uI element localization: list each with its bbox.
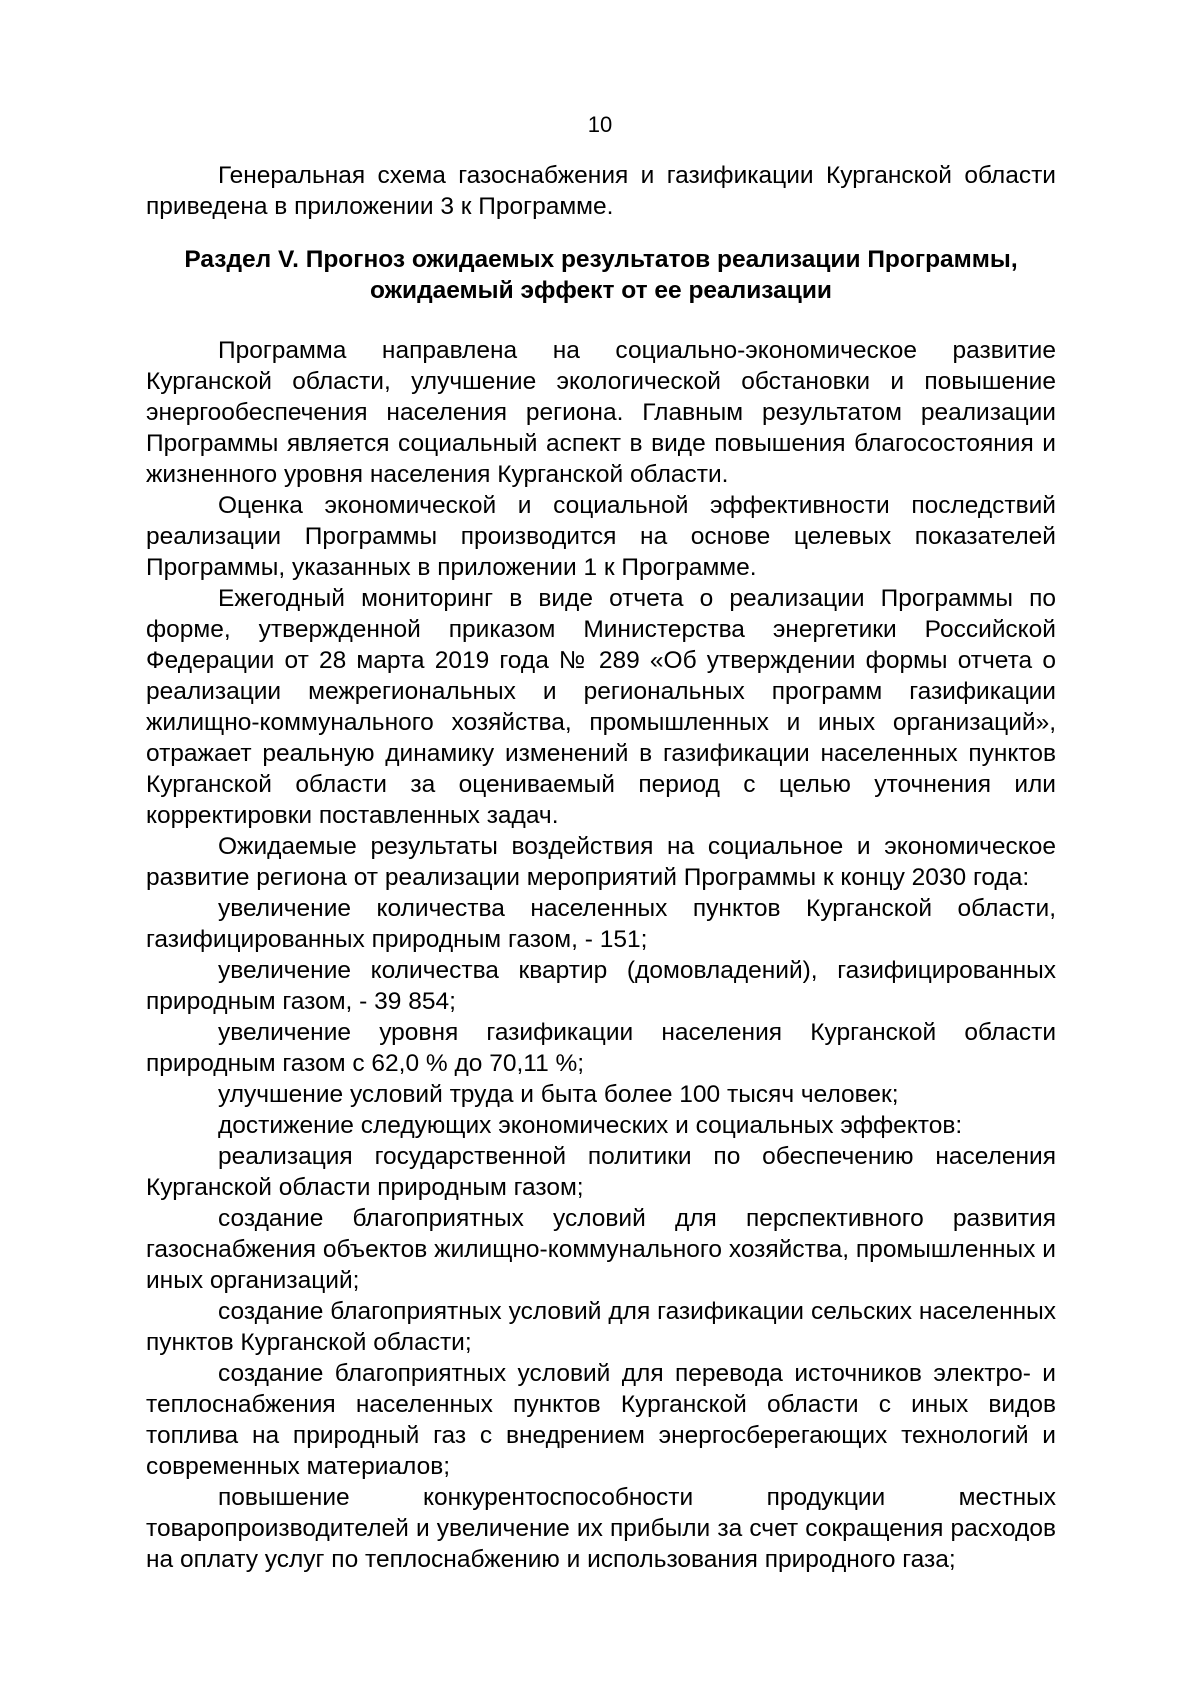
section-heading [146,244,1056,306]
list-item: реализация государственной политики по обеспечению населения Курганской области природным газом; [146,1143,1056,1201]
list-item: улучшение условий труда и быта более 100 тысяч человек; [218,1081,899,1108]
list-item: создание благоприятных условий для перевода источников электро- и теплоснабжения населенных пунктов Курганской области с иных видов топлива на природный газ с внедрением энергосберегающих технологий и современных материалов; [146,1360,1056,1480]
list-item: увеличение количества квартир (домовладений), газифицированных природным газом, - 39 854; [146,957,1056,1015]
page-number: 10 [587,112,613,137]
body-paragraph: Оценка экономической и социальной эффективности последствий реализации Программы производится на основе целевых показателей Программы, указанных в приложении 1 к Программе. [146,492,1056,581]
list-item: достижение следующих экономических и социальных эффектов: [218,1112,963,1139]
intro-paragraph: Генеральная схема газоснабжения и газификации Курганской области приведена в приложении 3 к Программе. [146,162,1056,220]
body-paragraph: Ежегодный мониторинг в виде отчета о реализации Программы по форме, утвержденной приказом Министерства энергетики Российской Федерации от 28 марта 2019 года № 289 «Об утверждении формы отчета о реализации межрегиональных и региональных программ газификации жилищно-коммунального хозяйства, промышленных и иных организаций», отражает реальную динамику изменений в газификации населенных пунктов Курганской области за оцениваемый период с целью уточнения или корректировки поставленных задач. [146,585,1056,829]
list-item: увеличение количества населенных пунктов Курганской области, газифицированных природным газом, - 151; [146,895,1056,953]
document-body [146,160,1056,1575]
list-item: создание благоприятных условий для перспективного развития газоснабжения объектов жилищно-коммунального хозяйства, промышленных и иных организаций; [146,1205,1056,1294]
list-item: создание благоприятных условий для газификации сельских населенных пунктов Курганской области; [146,1298,1056,1356]
section-heading-line-1: Раздел V. Прогноз ожидаемых результатов реализации Программы, [184,246,1018,273]
list-item: увеличение уровня газификации населения Курганской области природным газом с 62,0 % до 70,11 %; [146,1019,1056,1077]
section-heading-line-2: ожидаемый эффект от ее реализации [370,277,832,304]
list-item: повышение конкурентоспособности продукции местных товаропроизводителей и увеличение их прибыли за счет сокращения расходов на оплату услуг по теплоснабжению и использования природного газа; [146,1484,1056,1573]
body-paragraph: Ожидаемые результаты воздействия на социальное и экономическое развитие региона от реализации мероприятий Программы к концу 2030 года: [146,833,1056,891]
body-paragraph: Программа направлена на социально-экономическое развитие Курганской области, улучшение экологической обстановки и повышение энергообеспечения населения региона. Главным результатом реализации Программы является социальный аспект в виде повышения благосостояния и жизненного уровня населения Курганской области. [146,337,1056,488]
